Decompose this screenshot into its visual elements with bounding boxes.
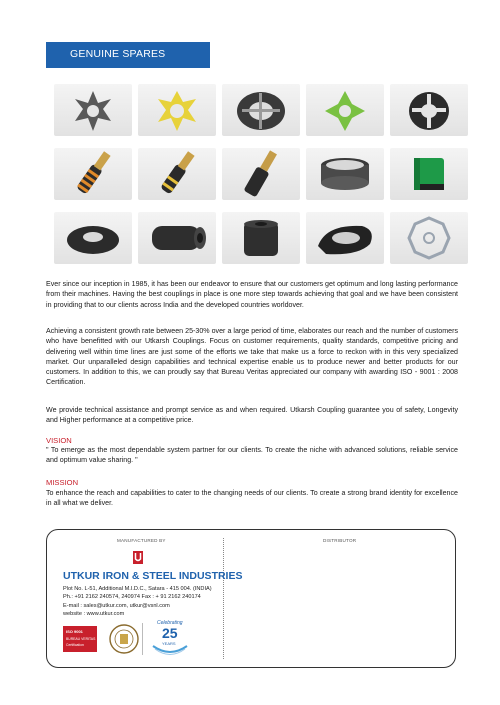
black-rubber-ring-icon xyxy=(54,212,132,264)
manufactured-by-label: MANUFACTURED BY xyxy=(117,538,166,543)
paragraph-service: We provide technical assistance and prompt service as and when required. Utkarsh Coupling guarantee you of safety, Longevity and Higher performance at a competitive price. xyxy=(46,406,458,425)
service-paragraph xyxy=(46,405,458,426)
company-logo-icon xyxy=(133,551,143,564)
pin-bush-yellow-icon xyxy=(138,148,216,200)
section-banner xyxy=(46,42,210,68)
iso-certificate-badge xyxy=(63,626,97,652)
cert-line-1: ISO 9001 xyxy=(66,629,83,634)
vision-statement: " To emerge as the most dependable system partner for our clients. To create the niche with advanced solutions, reliable service and optimum value sharing. " xyxy=(46,446,458,465)
company-email[interactable]: E-mail : sales@utkur.com, utkur@vsnl.com xyxy=(63,603,170,609)
pin-bush-orange-icon xyxy=(54,148,132,200)
pin-bush-black-icon xyxy=(222,148,300,200)
green-flange-icon xyxy=(390,148,468,200)
cert-divider xyxy=(142,623,143,655)
star-coupling-spider-yellow-icon xyxy=(138,84,216,136)
celebrating-text: Celebrating xyxy=(157,620,183,626)
green-jaw-spider-icon xyxy=(306,84,384,136)
vision-heading: VISION xyxy=(46,436,72,445)
years-number: 25 xyxy=(162,625,178,641)
distributor-label: DISTRIBUTOR xyxy=(323,538,357,543)
black-tyre-element-icon xyxy=(306,212,384,264)
disc-pack-element-icon xyxy=(390,212,468,264)
cert-line-2: BUREAU VERITAS xyxy=(66,637,96,641)
vision-text xyxy=(46,445,458,466)
contact-footer-box xyxy=(46,529,456,668)
banner-title: GENUINE SPARES xyxy=(70,48,166,60)
company-address: Plot No. L-51, Additional M.I.D.C., Satara - 415 004. (INDIA) xyxy=(63,586,212,592)
steel-sleeve-ring-icon xyxy=(306,148,384,200)
paragraph-history: Ever since our inception in 1985, it has been our endeavor to ensure that our customers get optimum and long lasting performance from their machines. Having the best couplings in place is one more step towards achieving that goal and we have been consistent in providing that to our clients across India and the developed countries worldover. xyxy=(46,280,458,309)
black-jaw-insert-icon xyxy=(390,84,468,136)
company-website[interactable]: website : www.utkur.com xyxy=(63,611,125,617)
years-suffix: YEARS xyxy=(162,641,176,646)
rubber-barrel-bush-icon xyxy=(138,212,216,264)
intro-paragraph xyxy=(46,279,458,310)
star-coupling-spider-grey-icon xyxy=(54,84,132,136)
cert-line-3: Certification xyxy=(66,643,84,647)
company-name: UTKUR IRON & STEEL INDUSTRIES xyxy=(63,570,243,582)
celebrating-25-years-badge xyxy=(149,618,191,658)
rubber-cylinder-bush-icon xyxy=(222,212,300,264)
mission-text xyxy=(46,488,458,509)
rubber-ring-element-icon xyxy=(222,84,300,136)
bureau-veritas-seal-icon xyxy=(109,623,139,655)
paragraph-growth: Achieving a consistent growth rate between 25-30% over a large period of time, elaborates our reach and the number of customers who have benefitted with our Utkarsh Couplings. Focus on customer requirements, quality standards, competitive pricing and delivering well within time lines are just some of the efforts we take that make us a force to reckon with in this very specialized market. Our unparalleled design capabilities and technical expertise enable us to produce newer and better products for our customers. In addition to this, we can proudly say that Bureau Veritas appreciated our company with awarding ISO - 9001 : 2008 Certification. xyxy=(46,327,458,387)
mission-heading: MISSION xyxy=(46,478,79,487)
mission-statement: To enhance the reach and capabilities to cater to the changing needs of our clients. To create a strong brand identity for excellence in all what we deliver. xyxy=(46,489,458,508)
growth-paragraph xyxy=(46,326,458,388)
company-phone: Ph.: +91 2162 240574, 240974 Fax : + 91 2162 240174 xyxy=(63,594,201,600)
